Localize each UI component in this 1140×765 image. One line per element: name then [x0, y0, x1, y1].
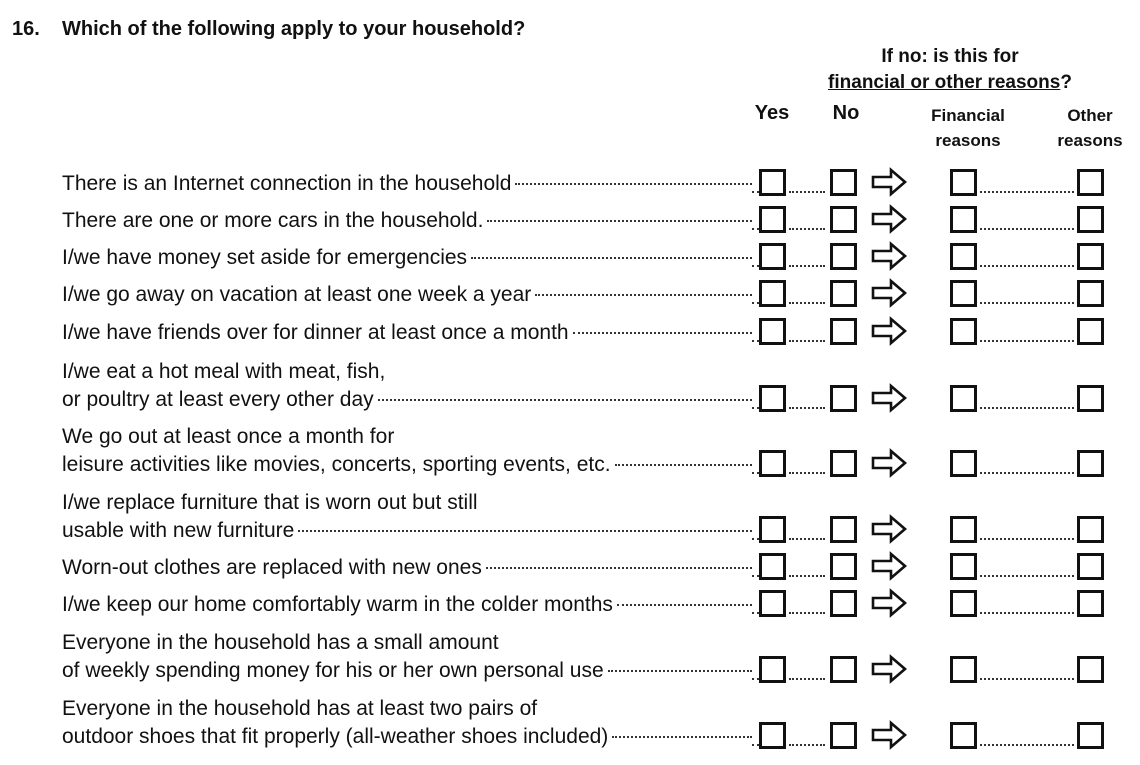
list-item — [62, 491, 1122, 545]
financial-reasons-checkbox[interactable] — [950, 206, 977, 233]
leader-dots — [617, 604, 752, 606]
leader-dots — [378, 399, 752, 401]
yes-checkbox[interactable] — [759, 318, 786, 345]
other-reasons-checkbox[interactable] — [1077, 385, 1104, 412]
other-reasons-checkbox[interactable] — [1077, 516, 1104, 543]
leader-dots — [789, 575, 825, 577]
arrow-right-icon — [870, 654, 908, 684]
leader-dots — [789, 302, 825, 304]
other-reasons-checkbox[interactable] — [1077, 318, 1104, 345]
leader-dots — [515, 183, 752, 185]
item-label — [62, 489, 752, 545]
leader-dots — [980, 191, 1074, 193]
leader-dots — [573, 332, 752, 334]
leader-dots — [980, 302, 1074, 304]
yes-checkbox[interactable] — [759, 450, 786, 477]
financial-reasons-checkbox[interactable] — [950, 385, 977, 412]
yes-checkbox[interactable] — [759, 516, 786, 543]
item-label-line2: outdoor shoes that fit properly (all-weather shoes included) — [62, 725, 609, 748]
leader-dots — [789, 340, 825, 342]
no-checkbox[interactable] — [830, 318, 857, 345]
leader-dots — [789, 265, 825, 267]
financial-reasons-checkbox[interactable] — [950, 243, 977, 270]
no-checkbox[interactable] — [830, 590, 857, 617]
financial-reasons-checkbox[interactable] — [950, 318, 977, 345]
list-item — [62, 242, 1122, 272]
column-other-line2: reasons — [1057, 131, 1123, 150]
arrow-right-icon — [870, 167, 908, 197]
item-label-line2: I/we have friends over for dinner at least once a month — [62, 321, 569, 344]
no-checkbox[interactable] — [830, 385, 857, 412]
arrow-right-icon — [870, 551, 908, 581]
yes-checkbox[interactable] — [759, 280, 786, 307]
other-reasons-checkbox[interactable] — [1077, 280, 1104, 307]
financial-reasons-checkbox[interactable] — [950, 656, 977, 683]
item-label-line1: I/we replace furniture that is worn out but still — [62, 491, 478, 514]
column-financial-header — [905, 103, 1031, 153]
item-label — [62, 170, 752, 198]
leader-dots — [789, 538, 825, 540]
leader-dots — [980, 340, 1074, 342]
item-label-line2: or poultry at least every other day — [62, 388, 374, 411]
leader-dots — [471, 257, 752, 259]
leader-dots — [789, 191, 825, 193]
question-text: Which of the following apply to your household? — [62, 18, 526, 40]
column-yes-header: Yes — [754, 102, 790, 124]
no-checkbox[interactable] — [830, 280, 857, 307]
financial-reasons-checkbox[interactable] — [950, 169, 977, 196]
arrow-right-icon — [870, 588, 908, 618]
leader-dots — [789, 407, 825, 409]
list-item — [62, 552, 1122, 582]
item-label — [62, 695, 752, 751]
list-item — [62, 279, 1122, 309]
no-checkbox[interactable] — [830, 206, 857, 233]
item-label-line2: of weekly spending money for his or her own personal use — [62, 659, 604, 682]
no-checkbox[interactable] — [830, 243, 857, 270]
no-checkbox[interactable] — [830, 722, 857, 749]
item-label-line2: usable with new furniture — [62, 519, 295, 542]
other-reasons-checkbox[interactable] — [1077, 590, 1104, 617]
if-no-underlined: financial or other reasons — [828, 72, 1061, 93]
leader-dots — [615, 464, 752, 466]
arrow-right-icon — [870, 720, 908, 750]
leader-dots — [752, 744, 759, 746]
no-checkbox[interactable] — [830, 169, 857, 196]
item-label — [62, 319, 752, 347]
list-item — [62, 589, 1122, 619]
no-checkbox[interactable] — [830, 450, 857, 477]
column-other-header — [1040, 103, 1140, 153]
item-label-line2: I/we have money set aside for emergencies — [62, 246, 468, 269]
item-label-line1: Everyone in the household has at least two pairs of — [62, 697, 538, 720]
item-label — [62, 423, 752, 479]
item-label-line2: Worn-out clothes are replaced with new ones — [62, 556, 482, 579]
column-no-header: No — [832, 102, 860, 124]
leader-dots — [789, 744, 825, 746]
leader-dots — [980, 472, 1074, 474]
list-item — [62, 168, 1122, 198]
leader-dots — [789, 612, 825, 614]
leader-dots — [486, 567, 752, 569]
leader-dots — [980, 678, 1074, 680]
leader-dots — [980, 538, 1074, 540]
list-item — [62, 697, 1122, 751]
other-reasons-checkbox[interactable] — [1077, 169, 1104, 196]
column-financial-line1: Financial — [931, 106, 1005, 125]
leader-dots — [980, 407, 1074, 409]
yes-checkbox[interactable] — [759, 553, 786, 580]
leader-dots — [752, 191, 759, 193]
item-label — [62, 281, 752, 309]
financial-reasons-checkbox[interactable] — [950, 722, 977, 749]
if-no-line1: If no: is this for — [881, 46, 1019, 67]
item-label-line2: I/we keep our home comfortably warm in the colder months — [62, 593, 613, 616]
no-checkbox[interactable] — [830, 553, 857, 580]
item-label-line1: We go out at least once a month for — [62, 425, 395, 448]
yes-checkbox[interactable] — [759, 656, 786, 683]
leader-dots — [298, 530, 752, 532]
column-other-line1: Other — [1067, 106, 1113, 125]
arrow-right-icon — [870, 278, 908, 308]
yes-checkbox[interactable] — [759, 243, 786, 270]
leader-dots — [789, 678, 825, 680]
other-reasons-checkbox[interactable] — [1077, 206, 1104, 233]
arrow-right-icon — [870, 514, 908, 544]
arrow-right-icon — [870, 241, 908, 271]
arrow-right-icon — [870, 316, 908, 346]
yes-checkbox[interactable] — [759, 206, 786, 233]
other-reasons-checkbox[interactable] — [1077, 656, 1104, 683]
leader-dots — [752, 678, 759, 680]
leader-dots — [980, 575, 1074, 577]
financial-reasons-checkbox[interactable] — [950, 590, 977, 617]
item-label-line1: Everyone in the household has a small amount — [62, 631, 499, 654]
arrow-right-icon — [870, 204, 908, 234]
item-label-line1: I/we eat a hot meal with meat, fish, — [62, 360, 386, 383]
leader-dots — [752, 472, 759, 474]
list-item — [62, 317, 1122, 347]
item-label-line2: leisure activities like movies, concerts, sporting events, etc. — [62, 453, 611, 476]
other-reasons-checkbox[interactable] — [1077, 553, 1104, 580]
leader-dots — [980, 744, 1074, 746]
no-checkbox[interactable] — [830, 656, 857, 683]
leader-dots — [752, 575, 759, 577]
leader-dots — [752, 340, 759, 342]
no-checkbox[interactable] — [830, 516, 857, 543]
other-reasons-checkbox[interactable] — [1077, 243, 1104, 270]
leader-dots — [752, 538, 759, 540]
leader-dots — [487, 220, 752, 222]
leader-dots — [980, 265, 1074, 267]
leader-dots — [612, 736, 752, 738]
leader-dots — [752, 612, 759, 614]
item-label — [62, 244, 752, 272]
item-label-line2: There is an Internet connection in the household — [62, 172, 512, 195]
financial-reasons-checkbox[interactable] — [950, 450, 977, 477]
item-label-line2: I/we go away on vacation at least one week a year — [62, 283, 532, 306]
item-label — [62, 629, 752, 685]
column-financial-line2: reasons — [935, 131, 1001, 150]
other-reasons-checkbox[interactable] — [1077, 450, 1104, 477]
leader-dots — [752, 265, 759, 267]
item-label-line2: There are one or more cars in the household. — [62, 209, 484, 232]
leader-dots — [535, 294, 752, 296]
list-item — [62, 631, 1122, 685]
if-no-header — [800, 44, 1100, 96]
arrow-right-icon — [870, 448, 908, 478]
leader-dots — [980, 228, 1074, 230]
item-label — [62, 591, 752, 619]
leader-dots — [608, 670, 752, 672]
yes-checkbox[interactable] — [759, 385, 786, 412]
item-label — [62, 207, 752, 235]
yes-checkbox[interactable] — [759, 169, 786, 196]
item-label — [62, 358, 752, 414]
leader-dots — [789, 472, 825, 474]
item-label — [62, 554, 752, 582]
financial-reasons-checkbox[interactable] — [950, 553, 977, 580]
if-no-line2 — [800, 70, 1100, 96]
leader-dots — [752, 407, 759, 409]
list-item — [62, 425, 1122, 479]
financial-reasons-checkbox[interactable] — [950, 280, 977, 307]
yes-checkbox[interactable] — [759, 590, 786, 617]
if-no-suffix: ? — [1060, 72, 1072, 93]
yes-checkbox[interactable] — [759, 722, 786, 749]
other-reasons-checkbox[interactable] — [1077, 722, 1104, 749]
leader-dots — [752, 302, 759, 304]
leader-dots — [789, 228, 825, 230]
list-item — [62, 360, 1122, 414]
financial-reasons-checkbox[interactable] — [950, 516, 977, 543]
leader-dots — [980, 612, 1074, 614]
leader-dots — [752, 228, 759, 230]
question-number: 16. — [12, 18, 40, 40]
arrow-right-icon — [870, 383, 908, 413]
list-item — [62, 205, 1122, 235]
